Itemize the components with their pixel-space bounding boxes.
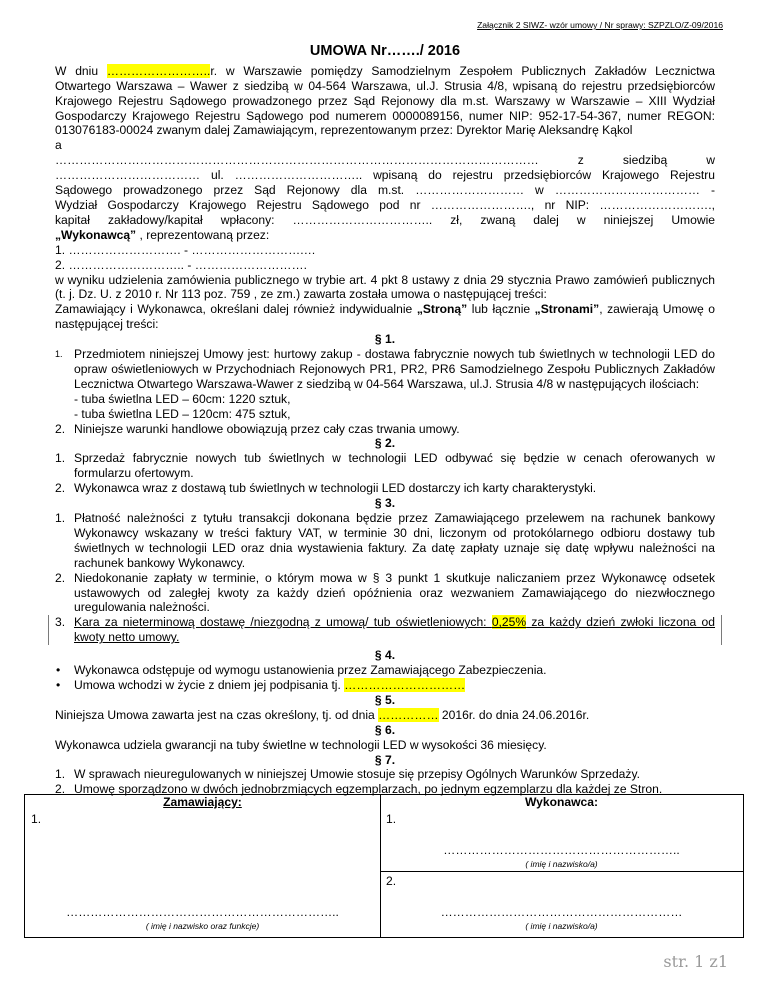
- wykonawca-caption-1: ( imię i nazwisko/a): [525, 859, 598, 869]
- section-7-item-1: 1. W sprawach nieuregulowanych w niniejszej Umowie stosuje się przepisy Ogólnych Warunków Sprzedaży.: [55, 767, 640, 782]
- contractor-line-3: Sądowego prowadzonego przez Sąd Rejonowy dla m.st. ……………………… w ……………………………… -: [55, 183, 715, 198]
- zamawiajacy-title: Zamawiający:: [163, 795, 242, 809]
- wykonawca-signature-line-1: …………………………………………………..: [443, 843, 680, 857]
- section-1-item-1: 1. Przedmiotem niniejszej Umowy jest: hurtowy zakup - dostawa fabrycznie nowych tub świetlnych w technologii LED do opraw oświetleniowych w Przychodniach Rejonowych PR1, PR2, PR6 Samodzielnego Zespołu Publicznych Zakładów Lecznictwa Otwartego Warszawa-Wawer z siedzibą w 04-564 Warszawa, ul.J. Strusia 4/8 w następujących ilościach: - tuba świetlna LED – 60cm: 1220 sztuk, - tuba świetlna LED – 120cm: 475 sztuk,: [55, 347, 715, 421]
- representative-2: 2. ……………………….. - ……………………….: [55, 257, 307, 272]
- document-page: [55, 18, 723, 797]
- contractor-line-5: kapitał zakładowy/kapitał wpłacony: …………………………….. zł, zwaną dalej w niniejszej Umowie: [55, 212, 715, 227]
- start-date-blank: ……………: [378, 707, 439, 722]
- section-4-heading: § 4.: [374, 648, 396, 663]
- wykonawca-signature-line-2: ……………………………………………………: [440, 905, 683, 919]
- date-blank: ……………………..: [106, 63, 211, 78]
- zamawiajacy-caption: ( imię i nazwisko oraz funkcje): [145, 921, 260, 931]
- page-number: str. 1 z1: [663, 952, 728, 971]
- section-7-heading: § 7.: [374, 752, 396, 767]
- legal-basis-paragraph: w wyniku udzielenia zamówienia publicznego w trybie art. 4 pkt 8 ustawy z dnia 29 stycznia Prawo zamówień publicznych (t. j. Dz. U. z 2010 r. Nr 113 poz. 759 , ze zm.) zawarta została umowa o następującej treści:: [55, 272, 715, 302]
- section-5-text: Niniejsza Umowa zawarta jest na czas określony, tj. od dnia …………… 2016r. do dnia 24.06.2016r.: [55, 707, 590, 722]
- document-title: UMOWA Nr……./ 2016: [309, 42, 461, 59]
- sign-date-blank: …………………………: [344, 677, 466, 692]
- section-7-item-2: 2. Umowę sporządzono w dwóch jednobrzmiących egzemplarzach, po jednym egzemplarzu dla każdej ze Stron.: [55, 782, 663, 797]
- section-2-item-1: 1. Sprzedaż fabrycznie nowych tub świetlnych w technologii LED odbywać się będzie w cenach oferowanych w formularzu ofertowym.: [55, 451, 715, 481]
- penalty-percent: 0,25%: [491, 615, 527, 630]
- section-2-item-2: 2. Wykonawca wraz z dostawą tub świetlnych w technologii LED dostarczy ich karty charakterystyki.: [55, 481, 597, 496]
- section-1-item-2: 2. Niniejsze warunki handlowe obowiązują przez cały czas trwania umowy.: [55, 421, 460, 436]
- wykonawca-caption-2: ( imię i nazwisko/a): [525, 921, 598, 931]
- section-6-heading: § 6.: [374, 722, 396, 737]
- contractor-line-4: Wydział Gospodarczy Krajowego Rejestru Sądowego pod nr ……………………., nr NIP: ……………………….,: [55, 197, 715, 212]
- document-header: Załącznik 2 SIWZ- wzór umowy / Nr sprawy: SZPZLO/Z-09/2016: [477, 20, 723, 30]
- signature-table: [24, 794, 744, 938]
- parties-paragraph: Zamawiający i Wykonawca, określani dalej również indywidualnie „Stroną” lub łącznie „Stronami”, zawierają Umowę o następującej treści:: [55, 302, 716, 332]
- wykonawca-title: Wykonawca:: [524, 795, 599, 809]
- intro-paragraph: W dniu ……………………..r. w Warszawie pomiędzy Samodzielnym Zespołem Publicznych Zakładów Lecznictwa Otwartego Warszawa – Wawer z siedzibą w 04-564 Warszawa, ul.J. Strusia 4/8, wpisaną do rejestru przedsiębiorców Krajowego Rejestru Sądowego prowadzonego przez Sąd Rejonowy dla m.st. Warszawy w Warszawie – XIII Wydział Gospodarczy Krajowego Rejestru Sądowego pod numerem 0000089156, numer NIP: 952-17-54-367, numer REGON: 013076183-00024 zwanym dalej Zamawiającym, reprezentowanym przez: Dyrektor Marię Aleksandrę Kąkol: [55, 63, 715, 138]
- wykonawca-divider: [380, 871, 743, 872]
- signature-column-wykonawca: [380, 795, 743, 937]
- wykonawca-line: „Wykonawcą” , reprezentowaną przez:: [55, 227, 270, 242]
- section-1-heading: § 1.: [374, 332, 396, 347]
- wykonawca-number-2: 2.: [386, 874, 397, 888]
- section-4-bullet-1: • Wykonawca odstępuje od wymogu ustanowienia przez Zamawiającego Zabezpieczenia.: [56, 663, 547, 678]
- section-5-heading: § 5.: [374, 692, 396, 707]
- section-3-item-2: 2. Niedokonanie zapłaty w terminie, o którym mowa w § 3 punkt 1 skutkuje naliczaniem przez Wykonawcę odsetek ustawowych od zaległej kwoty za każdy dzień opóźnienia oraz wezwaniem Zamawiającego do niezwłocznego uregulowania należności.: [55, 570, 715, 615]
- intro-a: a: [55, 138, 62, 153]
- section-6-text: Wykonawca udziela gwarancji na tuby świetlne w technologii LED w wysokości 36 miesięcy.: [55, 737, 547, 752]
- zamawiajacy-number: 1.: [31, 812, 42, 826]
- signature-column-zamawiajacy: [25, 795, 381, 937]
- representative-1: 1. ………………………. - ……………………….…: [55, 242, 316, 257]
- wykonawca-number-1: 1.: [386, 812, 397, 826]
- section-3-item-1: 1. Płatność należności z tytułu transakcji dokonana będzie przez Zamawiającego przelewem na rachunek bankowy Wykonawcy wskazany w treści faktury VAT, w terminie 30 dni, liczonym od protokólarnego odbioru dostawy tub świetlnych w technologii LED oraz dnia wystawienia faktury. Za datę zapłaty uznaje się datę wpływu należności na rachunek bankowy Wykonawcy.: [55, 511, 715, 570]
- zamawiajacy-signature-line: …………………………………………………………..: [66, 905, 339, 919]
- section-3-heading: § 3.: [374, 496, 396, 511]
- contractor-line-1: ………………………………………………………………………………………………………… z siedzibą w: [55, 153, 715, 168]
- section-2-heading: § 2.: [374, 436, 396, 451]
- section-4-bullet-2: • Umowa wchodzi w życie z dniem jej podpisania tj. …………………………: [56, 677, 466, 692]
- section-3-item-3: 3. Kara za nieterminową dostawę /niezgodną z umową/ tub oświetleniowych: 0,25% za każdy dzień zwłoki liczona od kwoty netto umowy.: [55, 615, 715, 645]
- contractor-line-2: ……………………………… ul. ………………………….. wpisaną do rejestru przedsiębiorców Krajowego Rejestru: [55, 168, 715, 183]
